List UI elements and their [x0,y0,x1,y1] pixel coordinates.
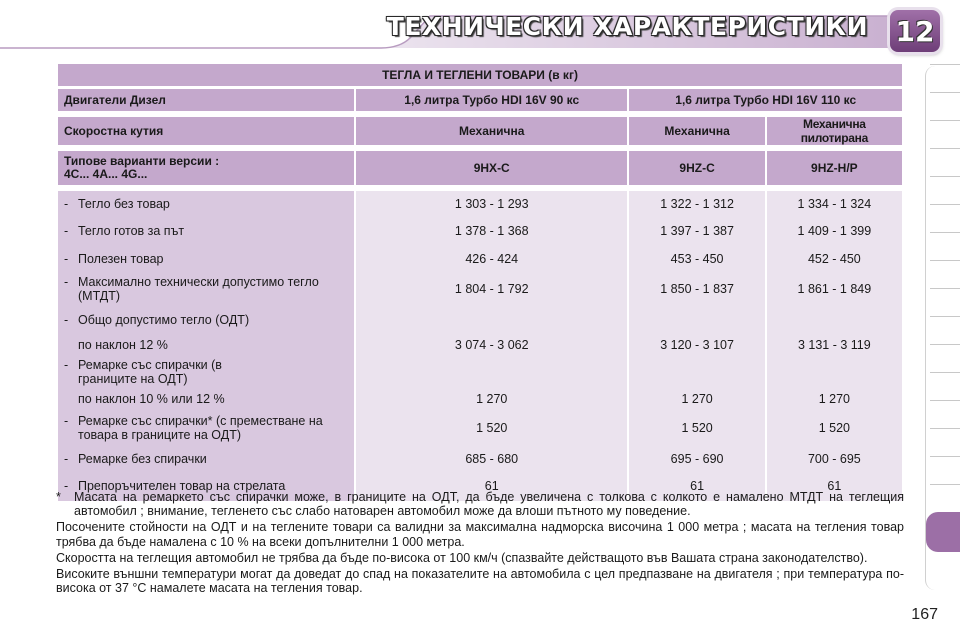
notes-section [56,490,904,597]
note-paragraph: Посочените стойности на ОДТ и на теглените товари са валидни за максимална надморска височина 1 000 метра ; масата на тегления товар трябва да бъде намалена с 10 % на всеки допълнителни 1 000 метра. [56,520,904,549]
table-row [58,245,902,273]
row-label: по наклон 12 % [78,338,168,352]
row-value: 426 - 424 [356,245,627,273]
row-value [629,355,764,389]
footnote [56,490,904,520]
side-tab[interactable] [930,372,960,401]
side-tab[interactable] [930,456,960,485]
row-value: 685 - 680 [356,447,627,471]
side-tab[interactable] [930,316,960,345]
table-caption: ТЕГЛА И ТЕГЛЕНИ ТОВАРИ (в кг) [58,64,902,86]
row-dash: - [64,252,69,266]
table-row [58,409,902,447]
row-value: 1 520 [629,409,764,447]
row-dash: - [64,479,69,493]
side-tab[interactable] [930,344,960,373]
row-dash: - [64,275,69,289]
row-value: 3 120 - 3 107 [629,335,764,355]
row-label: Ремарке със спирачки (в границите на ОДТ) [78,358,222,386]
variant-label-line2: 4C... 4A... 4G... [64,167,148,181]
row-value: 1 270 [356,389,627,409]
row-label: Общо допустимо тегло (ОДТ) [78,313,250,327]
row-value: 1 520 [356,409,627,447]
side-tab[interactable] [930,428,960,457]
row-value: 1 378 - 1 368 [356,217,627,245]
footnote-text: Масата на ремаркето със спирачки може, в границите на ОДТ, да бъде увеличена с толкова с колкото е намалено МТДТ на теглещия автомобил ; внимание, тегленето със слабо натоварен автомобил може да влоши пътното му поведение. [74,490,904,519]
side-tab[interactable] [930,64,960,93]
table-row [58,335,902,355]
table-row [58,447,902,471]
row-dash [64,338,78,352]
variant-label [58,151,354,185]
row-value: 1 334 - 1 324 [767,191,902,217]
row-value: 61 [629,471,764,501]
chapter-badge: 12 [890,10,940,52]
variant-1: 9HX-C [356,151,627,185]
row-value: 695 - 690 [629,447,764,471]
side-tabs [930,64,960,534]
table-row [58,217,902,245]
row-value: 1 520 [767,409,902,447]
side-tab[interactable] [930,92,960,121]
row-label: Ремарке без спирачки [78,452,207,466]
footnote-mark: * [56,490,61,504]
gearbox-1: Механична [356,117,627,145]
table-row [58,389,902,409]
page-title: ТЕХНИЧЕСКИ ХАРАКТЕРИСТИКИ [386,12,868,41]
side-tab[interactable] [930,120,960,149]
row-value: 61 [356,471,627,501]
row-value: 1 397 - 1 387 [629,217,764,245]
row-value [629,305,764,335]
row-dash: - [64,313,69,327]
gearbox-3: Механична пилотирана [767,117,902,145]
side-tab[interactable] [930,204,960,233]
engine-90: 1,6 литра Турбо HDI 16V 90 кс [356,89,627,111]
side-tab[interactable] [930,176,960,205]
note-paragraph: Скоростта на теглещия автомобил не трябва да бъде по-висока от 100 км/ч (спазвайте действащото във Вашата страна законодателство). [56,550,868,565]
page-number: 167 [911,606,938,623]
row-label: Препоръчителен товар на стрелата [78,479,286,493]
table-row [58,191,902,217]
row-value: 1 861 - 1 849 [767,273,902,305]
row-value: 1 850 - 1 837 [629,273,764,305]
row-dash: - [64,452,69,466]
row-value: 1 270 [629,389,764,409]
variant-label-line1: Типове варианти версии : [64,154,220,168]
table-row [58,305,902,335]
row-value: 3 131 - 3 119 [767,335,902,355]
engine-label: Двигатели Дизел [58,89,354,111]
row-label: Тегло готов за път [78,224,185,238]
row-dash: - [64,197,69,211]
row-value: 1 322 - 1 312 [629,191,764,217]
weights-table [56,64,904,501]
row-label: Тегло без товар [78,197,170,211]
row-value [356,305,627,335]
row-label: Ремарке със спирачки* (с преместване на товара в границите на ОДТ) [78,414,323,442]
row-value: 3 074 - 3 062 [356,335,627,355]
row-dash: - [64,414,69,428]
row-value: 452 - 450 [767,245,902,273]
row-dash: - [64,358,69,372]
row-label: Полезен товар [78,252,164,266]
row-dash: - [64,224,69,238]
row-value: 700 - 695 [767,447,902,471]
row-label: Максимално технически допустимо тегло (МТДТ) [78,275,319,303]
side-tab[interactable] [930,288,960,317]
gearbox-label: Скоростна кутия [58,117,354,145]
active-chapter-tab[interactable] [926,512,960,552]
table-row [58,273,902,305]
variant-2: 9HZ-C [629,151,764,185]
row-value: 1 409 - 1 399 [767,217,902,245]
row-value [767,305,902,335]
variant-3: 9HZ-H/P [767,151,902,185]
row-value: 1 804 - 1 792 [356,273,627,305]
side-tab[interactable] [930,148,960,177]
table-row [58,355,902,389]
side-tab[interactable] [930,232,960,261]
row-value [767,355,902,389]
row-value: 1 303 - 1 293 [356,191,627,217]
note-paragraph: Високите външни температури могат да доведат до спад на показателите на автомобила с цел предпазване на двигателя ; при температура по-висока от 37 °С намалете масата на тегления товар. [56,567,904,596]
gearbox-2: Механична [629,117,764,145]
row-value [356,355,627,389]
side-tab[interactable] [930,484,960,513]
row-value: 1 270 [767,389,902,409]
row-value: 61 [767,471,902,501]
row-value: 453 - 450 [629,245,764,273]
side-tab[interactable] [930,400,960,429]
row-dash [64,392,78,406]
engine-110: 1,6 литра Турбо HDI 16V 110 кс [629,89,902,111]
row-label: по наклон 10 % или 12 % [78,392,225,406]
side-tab[interactable] [930,260,960,289]
